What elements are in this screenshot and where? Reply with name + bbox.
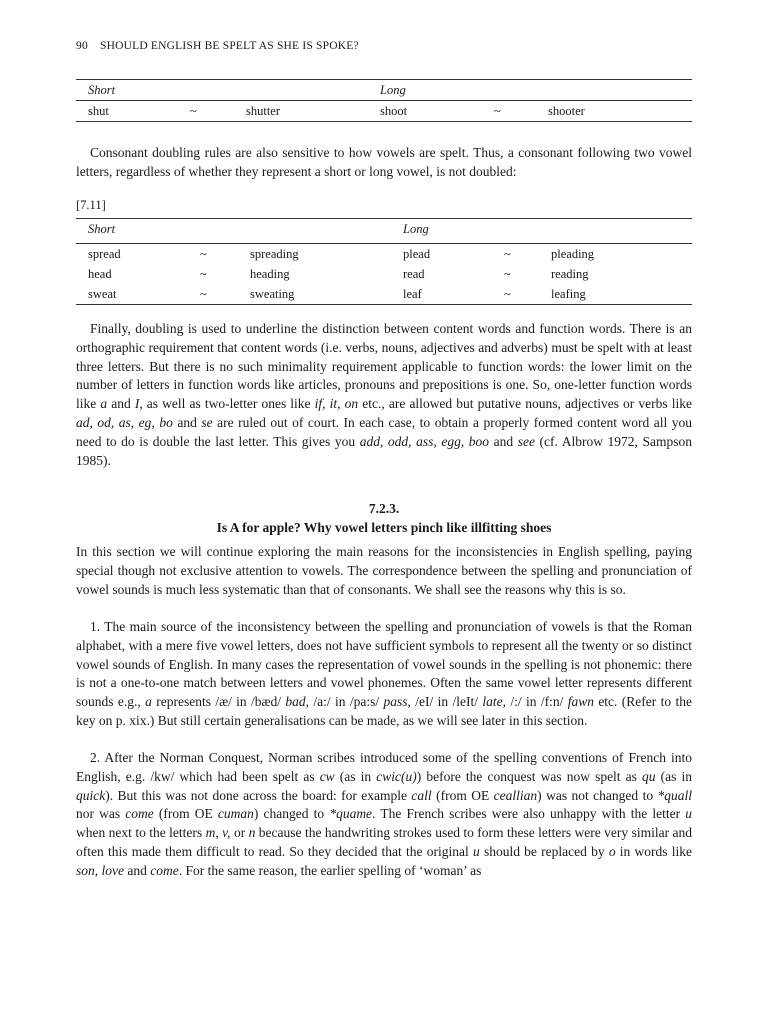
table-cell: ~ xyxy=(504,287,511,301)
col-header-long: Long xyxy=(403,222,429,236)
table-cell: spreading xyxy=(250,247,299,261)
paragraph-consonant-doubling: Consonant doubling rules are also sensitive to how vowels are spelt. Thus, a consonant following two vowel letters, regardless of whether they represent a short or long vowel, is not doubled: xyxy=(76,145,692,179)
paragraph-point-2: 2. After the Norman Conquest, Norman scribes introduced some of the spelling conventions of French into English, e.g. /kw/ which had been spelt as cw (as in cwic(u)) before the conquest was now spelt as qu (as in quick). But this was not done across the board: for example call (from OE ceallian) was not changed to *quall nor was come (from OE cuman) changed to *quame. The French scribes were also unhappy with the letter u when next to the letters m, v, or n because the handwriting strokes used to form these letters were very similar and often this made them difficult to read. So they decided that the original u should be replaced by o in words like son, love and come. For the same reason, the earlier spelling of ‘woman’ as xyxy=(76,750,693,878)
table-cell: shooter xyxy=(548,104,585,118)
table-cell: ~ xyxy=(200,247,207,261)
section-title: Is A for apple? Why vowel letters pinch like illfitting shoes xyxy=(216,520,552,535)
table-short-long-1 xyxy=(76,79,692,122)
table-row xyxy=(76,264,692,284)
col-header-short: Short xyxy=(88,83,116,97)
section-number: 7.2.3. xyxy=(368,501,400,516)
table-row xyxy=(76,284,692,304)
running-title: SHOULD ENGLISH BE SPELT AS SHE IS SPOKE? xyxy=(99,40,359,52)
table-cell: ~ xyxy=(200,287,207,301)
table-header xyxy=(76,219,692,243)
section-heading xyxy=(76,499,692,537)
table-short-long-2 xyxy=(76,218,692,305)
table-cell: reading xyxy=(551,267,589,281)
table-cell: spread xyxy=(88,247,121,261)
paragraph-function-words: Finally, doubling is used to underline the distinction between content words and function words. There is an orthographic requirement that content words (i.e. verbs, nouns, adjectives and adverbs) must be spelt with at least three letters. But there is no such minimality requirement applicable to function words: the lower limit on the number of letters in function words like articles, pronouns and prepositions is one. So, one-letter function words like a and I, as well as two-letter ones like if, it, on etc., are allowed but putative nouns, adjectives or verbs like ad, od, as, eg, bo and se are ruled out of court. In each case, to obtain a properly formed content word all you need to do is double the last letter. This gives you add, odd, ass, egg, boo and see (cf. Albrow 1972, Sampson 1985). xyxy=(76,321,693,468)
paragraph-intro: In this section we will continue exploring the main reasons for the inconsistencies in English spelling, paying special though not exclusive attention to vowels. The correspondence between the spelling and pronunciation of vowel sounds is much less systematic than that of consonants. We shall see the reasons why this is so. xyxy=(76,544,692,597)
running-header xyxy=(76,40,359,52)
table-cell: leaf xyxy=(403,287,422,301)
table-cell: plead xyxy=(403,247,431,261)
table-header xyxy=(76,80,692,100)
table-row xyxy=(76,244,692,264)
table-cell: ~ xyxy=(504,267,511,281)
page-number: 90 xyxy=(76,40,88,52)
table-row xyxy=(76,101,692,121)
col-header-short: Short xyxy=(88,222,116,236)
table-cell: read xyxy=(403,267,425,281)
example-label: [7.11] xyxy=(76,198,106,212)
table-cell: shutter xyxy=(246,104,281,118)
paragraph-point-1: 1. The main source of the inconsistency between the spelling and pronunciation of vowels is that the Roman alphabet, with a mere five vowel letters, does not have sufficient symbols to represent all the twenty or so distinct vowel sounds of English. In many cases the representation of vowel sounds in the spelling is not phonemic: there is not a one-to-one match between letters and vowel phonemes. Often the same vowel letter represents different sounds e.g., a represents /æ/ in /bæd/ bad, /a:/ in /pa:s/ pass, /eI/ in /leIt/ late, /:/ in /f:n/ fawn etc. (Refer to the key on p. xix.) But still certain generalisations can be made, as we will see later in this section. xyxy=(76,619,692,728)
table-cell: shoot xyxy=(380,104,408,118)
table-cell: ~ xyxy=(504,247,511,261)
table-cell: shut xyxy=(88,104,109,118)
table-cell: ~ xyxy=(494,104,501,118)
table-cell: head xyxy=(88,267,112,281)
table-cell: sweat xyxy=(88,287,117,301)
table-cell: heading xyxy=(250,267,290,281)
table-cell: ~ xyxy=(200,267,207,281)
table-cell: sweating xyxy=(250,287,295,301)
table-cell: ~ xyxy=(190,104,197,118)
col-header-long: Long xyxy=(380,83,406,97)
table-cell: pleading xyxy=(551,247,595,261)
table-cell: leafing xyxy=(551,287,586,301)
